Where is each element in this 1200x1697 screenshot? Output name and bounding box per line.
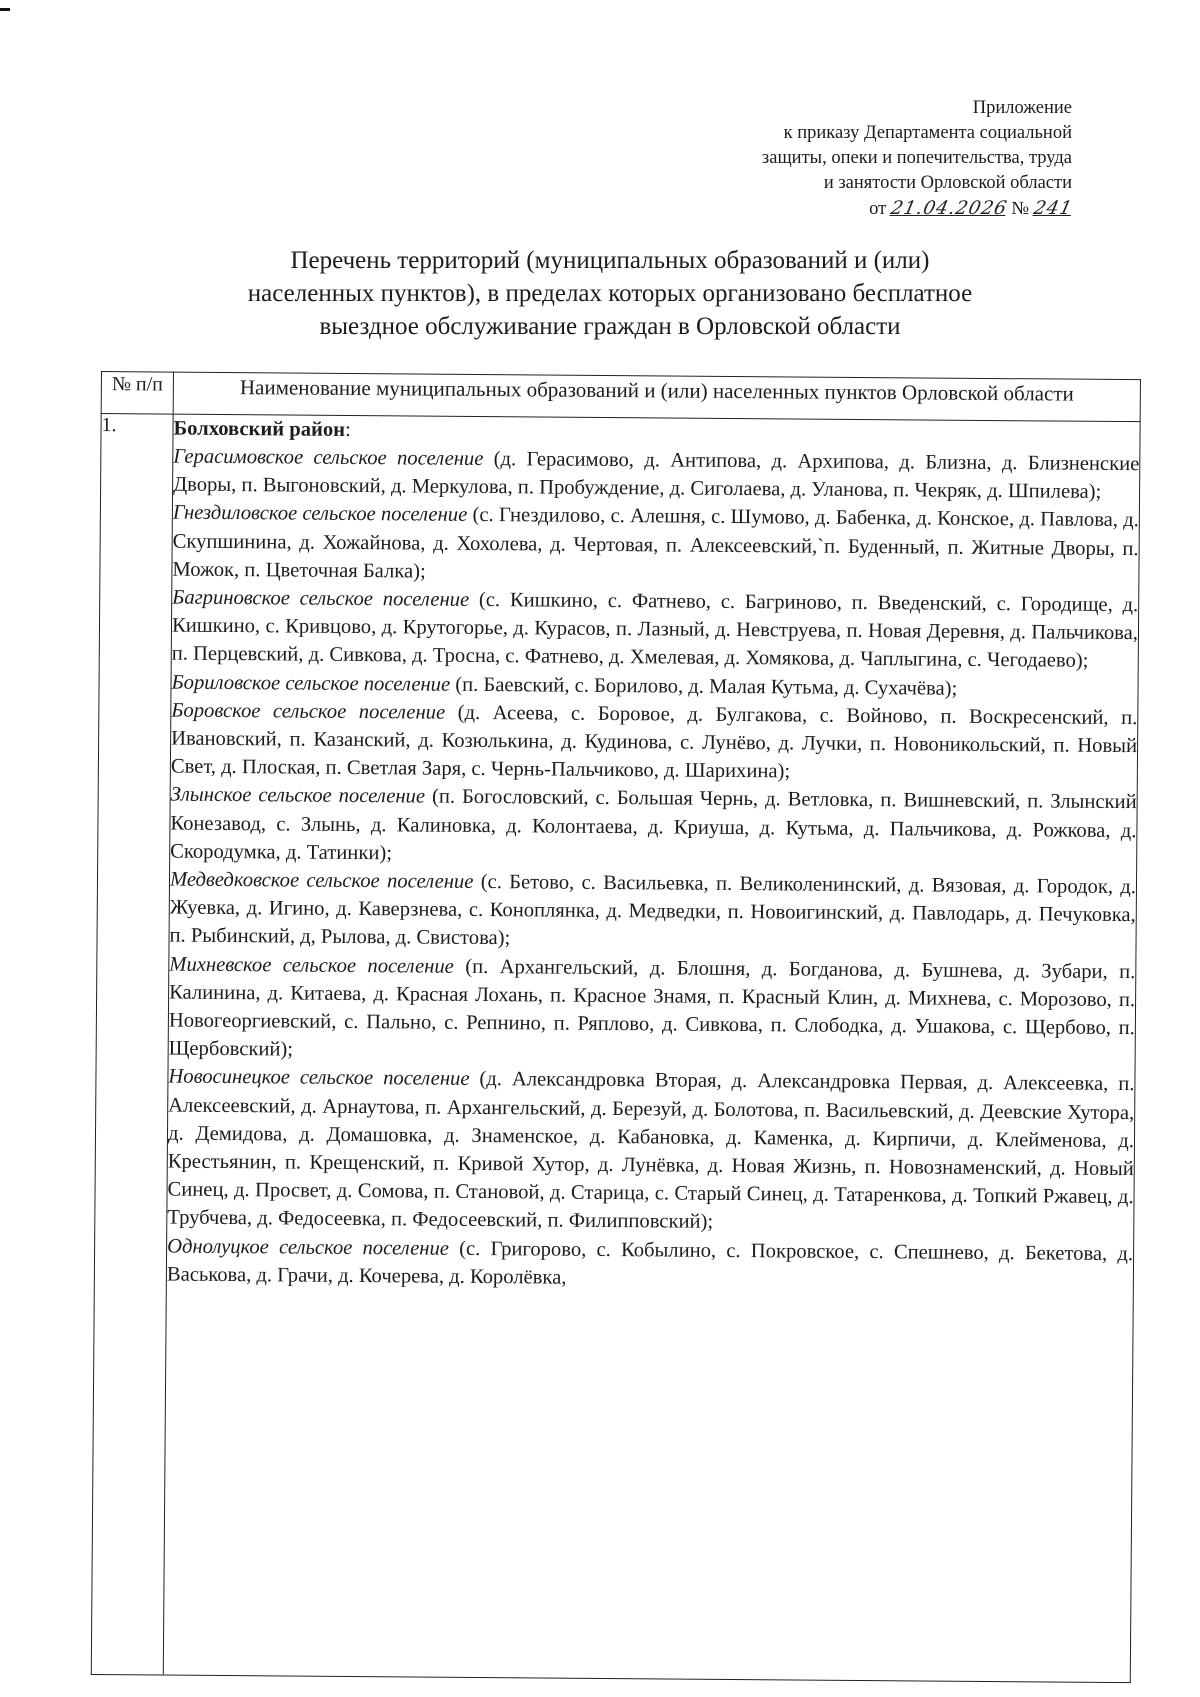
- order-number-label: №: [1011, 199, 1030, 219]
- appendix-header: [612, 96, 1075, 222]
- scan-edge-mark: [0, 8, 10, 11]
- order-date-label: от: [869, 199, 887, 219]
- settlement-places: (п. Богословский, с. Большая Чернь, д. Ветловка, п. Вишневский, п. Злынский Конезавод, с. Злынь, д. Калиновка, д. Колонтаева, д. Криуша, д. Кутьма, д. Пальчикова, д. Рожкова, д. Скородумка, д. Татинки);: [170, 785, 1137, 865]
- settlement-entry: [167, 1063, 1134, 1240]
- title-line: Перечень территорий (муниципальных образований и (или): [290, 247, 930, 274]
- settlement-name: Гнездиловское сельское поселение: [172, 501, 468, 527]
- order-date-handwritten: 21.04.2026: [888, 198, 1010, 219]
- table-row: [91, 413, 1140, 1682]
- settlement-name: Багриновское сельское поселение: [172, 586, 470, 611]
- header-name: Наименование муниципальных образований и (или) населенных пунктов Орловской области: [173, 372, 1140, 421]
- settlement-places: (с. Григорово, с. Кобылино, с. Покровское, с. Спешнево, д. Бекетова, д. Васькова, д. Грачи, д. Кочерева, д. Королёвка,: [166, 1237, 1134, 1289]
- district-name: Болховский район: [173, 417, 346, 441]
- title-line: населенных пунктов), в пределах которых организовано бесплатное: [247, 280, 973, 307]
- settlement-entry: [172, 584, 1139, 676]
- settlement-entry: [169, 950, 1136, 1070]
- title-line: выездное обслуживание граждан в Орловской области: [319, 313, 901, 340]
- settlement-name: Михневское сельское поселение: [169, 953, 454, 978]
- settlement-entry: [171, 696, 1138, 788]
- settlement-entry: [172, 499, 1139, 591]
- order-number-handwritten: 241: [1031, 198, 1075, 219]
- settlement-places: (д. Асеева, с. Боровое, д. Булгакова, с. Войново, п. Воскресенский, п. Ивановский, п. Казанский, д. Козюлькина, д. Кудинова, с. Лунёво, д. Лучки, п. Новоникольский, п. Новый Свет, д. Плоская, п. Светлая Заря, с. Чернь-Пальчиково, д. Шарихина);: [170, 701, 1138, 783]
- order-date-line: [869, 196, 1075, 222]
- settlement-name: Злынское сельское поселение: [170, 783, 426, 808]
- appendix-line: защиты, опеки и попечительства, труда: [761, 148, 1072, 168]
- settlement-entry: [173, 443, 1139, 507]
- settlement-entry: [169, 866, 1136, 958]
- settlement-places: (с. Бетово, с. Васильевка, п. Великоленинский, д. Вязовая, д. Городок, д. Жуевка, д. Игино, д. Каверзнева, с. Коноплянка, д. Медведки, п. Новоигинский, д. Павлодарь, д. Печуковка, п. Рыбинский, д, Рылова, д. Свистова);: [169, 870, 1137, 950]
- settlement-list: [167, 443, 1140, 1297]
- settlement-entry: [170, 781, 1137, 873]
- appendix-line: и занятости Орловской области: [823, 173, 1072, 193]
- settlement-name: Бориловское сельское поселение: [171, 671, 451, 696]
- settlement-name: Медведковское сельское поселение: [169, 868, 474, 893]
- district-suffix: :: [344, 418, 351, 441]
- territories-table: [91, 371, 1141, 1683]
- settlement-name: Боровское сельское поселение: [171, 699, 446, 724]
- row-content: [163, 414, 1140, 1683]
- settlement-name: Герасимовское сельское поселение: [173, 445, 484, 470]
- settlement-places: (с. Гнездилово, с. Алешня, с. Шумово, д. Бабенка, д. Конское, д. Павлова, д. Скупшинина, д. Хожайнова, д. Хохолева, д. Чертовая, п. Алексеевский,`п. Буденный, п. Житные Дворы, п. Можок, п. Цветочная Балка);: [172, 504, 1139, 583]
- row-number: 1.: [91, 413, 173, 1675]
- settlement-entry: [167, 1232, 1133, 1296]
- settlement-name: Новосинецкое сельское поселение: [168, 1066, 470, 1091]
- document-title: [150, 244, 1070, 343]
- settlement-name: Однолуцкое сельское поселение: [167, 1235, 450, 1260]
- settlement-places: (д. Александровка Вторая, д. Александровка Первая, д. Алексеевка, п. Алексеевский, д. Арнаутова, п. Архангельский, д. Березуй, д. Болотова, п. Васильевский, д. Деевские Хутора, д. Демидова, д. Домашовка, д. Знаменское, д. Кабановка, д. Каменка, д. Кирпичи, д. Клейменова, д. Крестьянин, п. Крещенский, п. Кривой Хутор, д. Лунёвка, д. Новая Жизнь, п. Новознаменский, д. Новый Синец, д. Просвет, д. Сомова, п. Становой, д. Старица, с. Старый Синец, д. Татаренкова, д. Топкий Ржавец, д. Трубчева, д. Федосеевка, п. Федосеевский, п. Филипповский);: [167, 1068, 1135, 1234]
- header-number: № п/п: [101, 372, 173, 414]
- settlement-places: (п. Баевский, с. Борилово, д. Малая Кутьма, д. Сухачёва);: [450, 673, 958, 700]
- settlement-places: (с. Кишкино, с. Фатнево, с. Багриново, п. Введенский, с. Городище, д. Кишкино, с. Кривцово, д. Крутогорье, д. Курасов, п. Лазный, д. Невструева, п. Новая Деревня, д. Пальчикова, п. Перцевский, д. Сивкова, д. Тросна, с. Фатнево, д. Хмелевая, д. Хомякова, д. Чаплыгина, с. Чегодаево);: [171, 588, 1139, 673]
- settlement-places: (п. Архангельский, д. Блошня, д. Богданова, д. Бушнева, д. Зубари, п. Калинина, д. Китаева, д. Красная Лохань, п. Красное Знамя, п. Красный Клин, д. Михнева, с. Морозово, п. Новогеоргиевский, с. Пально, с. Репнино, п. Ряплово, д. Сивкова, п. Слободка, д. Ушакова, с. Щербово, п. Щербовский);: [168, 955, 1136, 1061]
- appendix-line: Приложение: [972, 98, 1072, 118]
- settlement-places: (д. Герасимово, д. Антипова, д. Архипова, д. Близна, д. Близненские Дворы, п. Выгоновский, д. Меркулова, п. Пробуждение, д. Сиголаева, д. Уланова, п. Чекряк, д. Шпилева);: [173, 447, 1140, 504]
- appendix-line: к приказу Департамента социальной: [783, 123, 1072, 143]
